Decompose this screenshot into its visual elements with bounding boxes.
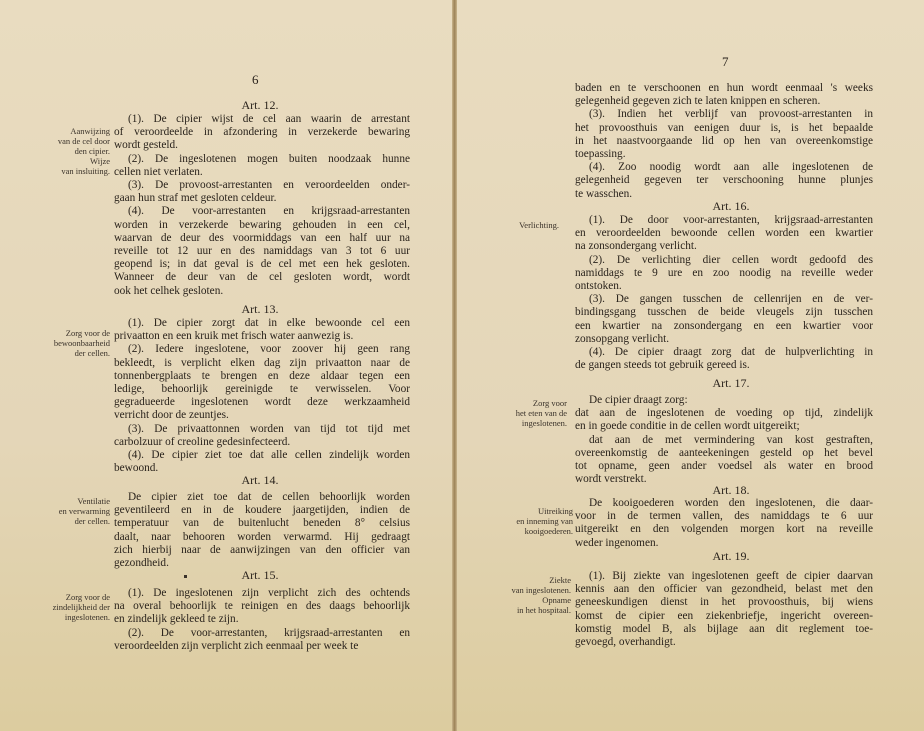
- article-body-14: [114, 491, 410, 570]
- text-line: overeenkomstig de aanteekeningen gesteld op het bevel: [575, 446, 873, 459]
- text-line: geneeskundigen dienst in het provoosthuis, bij wiens: [575, 596, 873, 609]
- text-line: (1). De cipier zorgt dat in elke bewoonde cel een: [128, 317, 410, 329]
- text-line: gelegenheid gegeven zich te laten knippen en scheren.: [575, 95, 821, 108]
- text-line: (1). De ingeslotenen zijn verplicht zich des ochtends: [128, 587, 410, 599]
- text-line: of veroordeelde in afzondering in verzekerde bewaring: [114, 126, 410, 139]
- article-body-16: [575, 214, 873, 372]
- text-line: reveille tot 12 uur en des namiddags van 3 tot 6 uur: [114, 245, 410, 258]
- article-heading-15: Art. 15.: [241, 568, 279, 582]
- text-line: dat aan de ingeslotenen de voeding op tijd, zindelijk: [575, 407, 873, 420]
- article-body-19: [575, 570, 873, 649]
- text-line: het provoosthuis van eenigen duur is, is het bepaalde: [575, 121, 873, 134]
- text-line: cellen niet verlaten.: [114, 165, 203, 178]
- text-line: ontstoken.: [575, 280, 622, 293]
- margin-note-art19: Ziekte van ingeslotenen. Opname in het hospitaal.: [511, 575, 571, 615]
- article-heading-13: Art. 13.: [241, 302, 279, 316]
- text-line: (1). De cipier wijst de cel aan waarin de arrestant: [128, 113, 410, 125]
- text-line: gegradueerde ingeslotenen wordt deze werkzaamheid: [114, 396, 410, 409]
- text-line: (2). De ingeslotenen mogen buiten noodzaak hunne: [128, 152, 410, 165]
- text-line: ledige, behoorlijk gereinigde te verwisselen. Voor: [114, 383, 410, 396]
- text-line: en zindelijk gekleed te zijn.: [114, 613, 239, 626]
- text-line: zonsopgang verlicht.: [575, 332, 670, 345]
- text-line: veroordeelden zijn verplicht zich eenmaal per week te: [114, 639, 359, 652]
- text-line: bekleedt, is verplicht elken dag zijn privaatton naar de: [114, 356, 410, 369]
- right-page: [457, 0, 924, 731]
- article-body-18: [575, 497, 873, 550]
- text-line: kennis aan den officier van gezondheid, belast met den: [575, 583, 873, 596]
- text-line: tot opname, geen ander voedsel als water en brood: [575, 460, 873, 473]
- text-line: (1). De door voor-arrestanten, krijgsraad-arrestanten: [589, 214, 873, 226]
- text-line: (3). De provoost-arrestanten en veroordeelden onder-: [128, 179, 410, 192]
- margin-note-art12: Aanwijzing van de cel door den cipier. Wijze van insluiting.: [57, 126, 110, 176]
- page-number-right: 7: [722, 54, 729, 69]
- text-line: temperatuur van de buitenlucht beneden 8° celsius: [114, 517, 410, 530]
- text-line: wordt gesteld.: [114, 139, 179, 152]
- text-line: na overal behoorlijk te reinigen en des daags behoorlijk: [114, 600, 410, 613]
- print-mark: [184, 575, 187, 578]
- text-line: privaatton en een kruik met frisch water aanwezig is.: [114, 330, 354, 343]
- text-line: gezondheid.: [114, 557, 169, 570]
- article-heading-19: Art. 19.: [712, 549, 750, 563]
- text-line: geventileerd en in de koudere jaargetijden, indien de: [114, 504, 410, 517]
- margin-note-art17: Zorg voor het eten van de ingeslotenen.: [515, 398, 567, 428]
- text-line: gaan hun straf met gesloten celdeur.: [114, 192, 277, 205]
- article-body-13: [114, 317, 410, 475]
- left-page: [0, 0, 452, 731]
- text-line: komst de cipier een ziekenbriefje, ingericht overeen-: [575, 609, 873, 622]
- text-line: (4). De voor-arrestanten en krijgsraad-arrestanten: [128, 205, 410, 218]
- article-heading-12: Art. 12.: [241, 98, 279, 112]
- text-line: tonnenbergplaats te brengen en deze aldaar tegen een: [114, 369, 410, 382]
- text-line: (4). De cipier draagt zorg dat de hulpverlichting in: [589, 346, 873, 359]
- margin-note-art16: Verlichting.: [519, 220, 559, 230]
- margin-note-art15: Zorg voor de zindelijkheid der ingeslotenen.: [52, 592, 110, 622]
- text-line: weder ingenomen.: [575, 536, 659, 549]
- text-line: namiddags te 9 ure en zoo noodig na reveille weder: [575, 266, 873, 279]
- text-line: na zonsondergang verlicht.: [575, 240, 697, 253]
- text-line: baden en te verschoonen en hun wordt eenmaal 's weeks: [575, 82, 873, 94]
- text-line: zich hierbij naar de aanwijzingen van den officier van: [114, 543, 410, 556]
- text-line: voor in de termen vallen, des namiddags te 6 uur: [575, 510, 873, 523]
- text-line: bewoond.: [114, 462, 159, 475]
- text-line: in het naastvoorgaande lid op hen van overeenkomstige: [575, 134, 873, 147]
- text-line: en veroordeelden bewoonde cellen worden een kwartier: [575, 227, 873, 240]
- article-heading-17: Art. 17.: [712, 376, 750, 390]
- margin-note-art14: Ventilatie en verwarming der cellen.: [58, 496, 110, 526]
- article-body-12: [114, 113, 410, 298]
- text-line: (2). De verlichting dier cellen wordt gedoofd des: [589, 253, 873, 266]
- text-line: worden in verzekerde bewaring gehouden in een cel,: [114, 218, 410, 231]
- text-line: daalt, naar behooren worden verwarmd. Hij gedraagt: [114, 530, 410, 543]
- text-line: toepassing.: [575, 148, 626, 161]
- text-line: gevoegd, overhandigt.: [575, 636, 676, 649]
- text-line: (3). De privaattonnen worden van tijd tot tijd met: [128, 422, 410, 435]
- text-line: (3). Indien het verblijf van provoost-arrestanten in: [589, 108, 873, 121]
- text-line: de gangen steeds tot gebruik gereed is.: [575, 359, 750, 372]
- text-line: wordt verstrekt.: [575, 473, 647, 486]
- text-line: geopend is; in dat geval is de cel met een hek gesloten.: [114, 258, 410, 271]
- text-line: komstig model B, als bijlage aan dit reglement toe-: [575, 622, 873, 635]
- article-body-17: [575, 394, 873, 486]
- text-line: waarvan de deur des voormiddags van een half uur na: [114, 231, 410, 244]
- continuation-text: [575, 82, 873, 201]
- text-line: (1). Bij ziekte van ingeslotenen geeft de cipier daarvan: [589, 570, 873, 582]
- text-line: (4). Zoo noodig wordt aan alle ingeslotenen de: [589, 161, 873, 174]
- text-line: een kwartier na zonsondergang en een kwartier voor: [575, 319, 873, 332]
- text-line: carbolzuur of creoline gedesinfecteerd.: [114, 435, 291, 448]
- article-body-15: [114, 587, 410, 653]
- text-line: dat aan de met vermindering van kost gestraften,: [589, 433, 873, 446]
- text-line: (3). De gangen tusschen de cellenrijen en de ver-: [589, 293, 873, 306]
- text-line: Wanneer de deur van de cel gesloten wordt, wordt: [114, 271, 410, 284]
- text-line: De cipier ziet toe dat de cellen behoorlijk worden: [128, 491, 410, 503]
- text-line: te wasschen.: [575, 187, 633, 200]
- text-line: (4). De cipier ziet toe dat alle cellen zindelijk worden: [128, 449, 410, 462]
- article-heading-14: Art. 14.: [241, 473, 279, 487]
- page-number-left: 6: [252, 72, 259, 87]
- text-line: De cipier draagt zorg:: [589, 394, 688, 406]
- margin-note-art18: Uitreiking en inneming van kooigoederen.: [516, 506, 573, 536]
- text-line: en in goede conditie in de cellen wordt uitgereikt;: [575, 420, 800, 433]
- article-heading-16: Art. 16.: [712, 199, 750, 213]
- text-line: (2). De voor-arrestanten, krijgsraad-arrestanten en: [128, 626, 410, 639]
- text-line: (2). Iedere ingeslotene, voor zoover hij geen rang: [128, 343, 410, 356]
- text-line: verricht door de zeuntjes.: [114, 409, 229, 422]
- text-line: De kooigoederen worden den ingeslotenen, die daar-: [589, 497, 873, 509]
- text-line: uitgereikt en den volgenden morgen kort na reveille: [575, 523, 873, 536]
- text-line: ook het celhek gesloten.: [114, 284, 224, 297]
- margin-note-art13: Zorg voor de bewoonbaarheid der cellen.: [53, 328, 110, 358]
- text-line: gelegenheid gegeven ter verschooning hunne plunjes: [575, 174, 873, 187]
- text-line: bindingsgang tusschen de beide vleugels zijn tusschen: [575, 306, 873, 319]
- article-heading-18: Art. 18.: [712, 483, 750, 497]
